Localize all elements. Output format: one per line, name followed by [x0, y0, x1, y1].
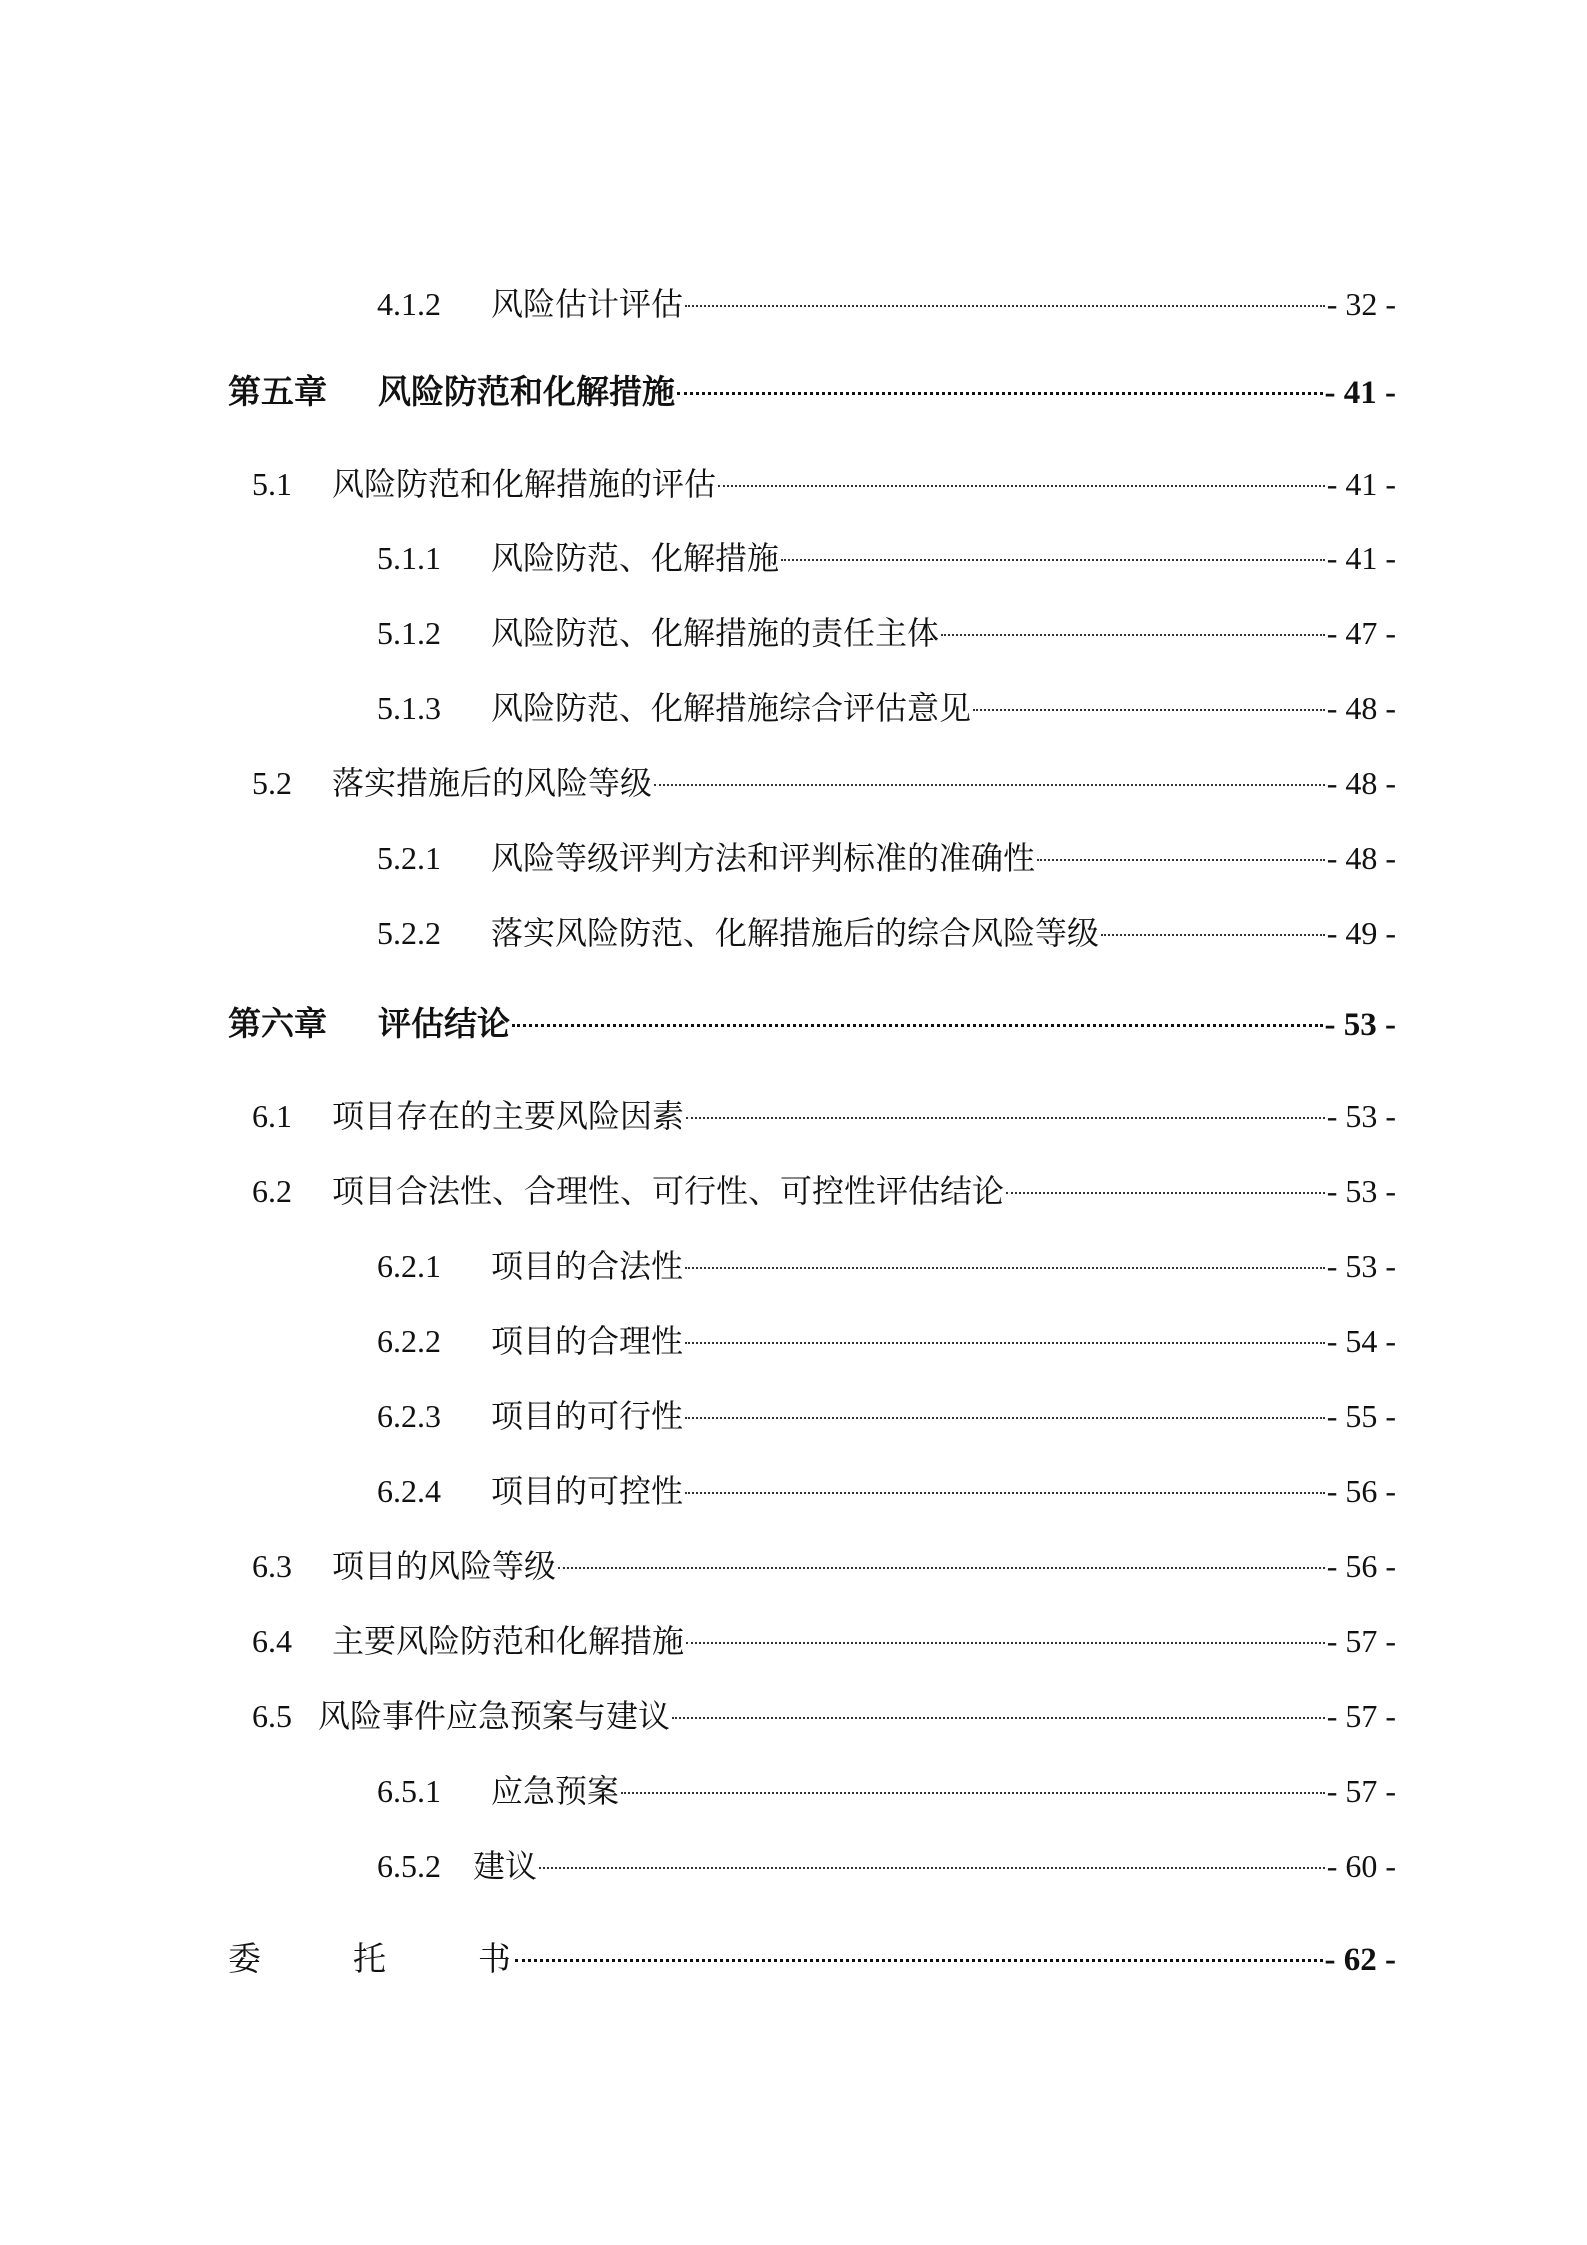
toc-entry-number: 6.5 — [252, 1698, 292, 1734]
dot-leader — [685, 1492, 1325, 1494]
toc-entry-title: 项目的可控性 — [491, 1472, 684, 1510]
dot-leader — [781, 559, 1325, 561]
toc-entry-title: 风险估计评估 — [491, 285, 684, 323]
dot-leader — [654, 784, 1325, 786]
toc-entry-title: 风险等级评判方法和评判标准的准确性 — [491, 839, 1036, 877]
dot-leader — [941, 634, 1325, 636]
toc-chapter-5[interactable] — [228, 370, 1396, 414]
toc-entry-title: 风险事件应急预案与建议 — [318, 1697, 671, 1735]
toc-entry-number: 6.2.4 — [377, 1473, 441, 1509]
toc-chapter-6[interactable] — [228, 1002, 1396, 1046]
toc-entry-title: 建议 — [473, 1847, 538, 1885]
toc-entry-title: 落实风险防范、化解措施后的综合风险等级 — [491, 914, 1100, 952]
toc-entry-page: - 54 - — [1326, 1323, 1396, 1359]
toc-entry-page: - 57 - — [1326, 1698, 1396, 1734]
dot-leader — [686, 1117, 1325, 1119]
toc-entry-number: 6.4 — [252, 1623, 292, 1659]
toc-entry-page: - 41 - — [1326, 466, 1396, 502]
toc-entry-5-1-2[interactable] — [377, 611, 1396, 655]
toc-entry-page: - 48 - — [1326, 765, 1396, 801]
dot-leader — [672, 1717, 1325, 1719]
toc-entry-title: 评估结论 — [378, 1004, 510, 1043]
dot-leader — [686, 1642, 1325, 1644]
toc-entry-title: 风险防范、化解措施 — [491, 539, 780, 577]
toc-entry-number: 5.2.2 — [377, 915, 441, 951]
toc-entry-title: 委托书 — [228, 1939, 603, 1978]
toc-entry-6-2-2[interactable] — [377, 1319, 1396, 1363]
toc-entry-4-1-2[interactable] — [377, 282, 1396, 326]
toc-entry-number: 第五章 — [228, 375, 327, 411]
dot-leader — [539, 1867, 1325, 1869]
toc-entry-5-1-1[interactable] — [377, 536, 1396, 580]
dot-leader — [973, 709, 1325, 711]
toc-entry-page: - 41 - — [1326, 540, 1396, 576]
toc-entry-page: - 57 - — [1326, 1773, 1396, 1809]
toc-entry-number: 5.1 — [252, 466, 292, 502]
toc-entry-number: 6.5.2 — [377, 1848, 441, 1884]
toc-entry-5-2[interactable] — [252, 761, 1396, 805]
toc-entry-page: - 60 - — [1326, 1848, 1396, 1884]
toc-entry-number: 6.1 — [252, 1098, 292, 1134]
dot-leader — [558, 1567, 1325, 1569]
toc-entry-title: 风险防范、化解措施的责任主体 — [491, 614, 940, 652]
toc-entry-number: 5.2 — [252, 765, 292, 801]
toc-entry-6-2-3[interactable] — [377, 1394, 1396, 1438]
toc-entry-6-2-4[interactable] — [377, 1469, 1396, 1513]
toc-entry-number: 6.3 — [252, 1548, 292, 1584]
toc-entry-number: 6.2.2 — [377, 1323, 441, 1359]
toc-entry-number: 5.2.1 — [377, 840, 441, 876]
toc-entry-number: 6.2.3 — [377, 1398, 441, 1434]
dot-leader — [515, 1959, 1323, 1962]
toc-entry-title: 项目存在的主要风险因素 — [332, 1097, 685, 1135]
toc-entry-number: 6.2 — [252, 1173, 292, 1209]
toc-entry-title: 应急预案 — [491, 1772, 620, 1810]
toc-entry-number: 5.1.3 — [377, 690, 441, 726]
toc-entry-number: 4.1.2 — [377, 286, 441, 322]
toc-entry-entrustment-letter[interactable] — [228, 1937, 1396, 1981]
toc-entry-title: 风险防范和化解措施的评估 — [332, 465, 717, 503]
dot-leader — [1006, 1192, 1325, 1194]
toc-entry-title: 项目合法性、合理性、可行性、可控性评估结论 — [332, 1172, 1005, 1210]
toc-entry-title: 主要风险防范和化解措施 — [332, 1622, 685, 1660]
toc-entry-number: 第六章 — [228, 1007, 327, 1043]
toc-entry-number: 5.1.1 — [377, 540, 441, 576]
toc-entry-page: - 49 - — [1326, 915, 1396, 951]
toc-entry-number: 5.1.2 — [377, 615, 441, 651]
toc-entry-page: - 48 - — [1326, 690, 1396, 726]
toc-entry-page: - 62 - — [1324, 1942, 1396, 1978]
dot-leader — [677, 392, 1323, 395]
toc-entry-5-2-1[interactable] — [377, 836, 1396, 880]
toc-entry-6-2-1[interactable] — [377, 1244, 1396, 1288]
toc-entry-page: - 32 - — [1326, 286, 1396, 322]
toc-entry-title: 项目的合法性 — [491, 1247, 684, 1285]
toc-entry-page: - 47 - — [1326, 615, 1396, 651]
toc-entry-page: - 53 - — [1326, 1098, 1396, 1134]
toc-entry-title: 落实措施后的风险等级 — [332, 764, 653, 802]
dot-leader — [1037, 859, 1325, 861]
toc-entry-6-3[interactable] — [252, 1544, 1396, 1588]
toc-entry-page: - 53 - — [1324, 1007, 1396, 1043]
toc-entry-number: 6.5.1 — [377, 1773, 441, 1809]
toc-entry-page: - 56 - — [1326, 1548, 1396, 1584]
dot-leader — [718, 485, 1325, 487]
toc-entry-5-2-2[interactable] — [377, 911, 1396, 955]
dot-leader — [685, 305, 1325, 307]
toc-entry-6-5-2[interactable] — [377, 1844, 1396, 1888]
dot-leader — [685, 1417, 1325, 1419]
dot-leader — [1101, 934, 1325, 936]
toc-entry-number: 6.2.1 — [377, 1248, 441, 1284]
toc-entry-title: 项目的可行性 — [491, 1397, 684, 1435]
toc-entry-page: - 53 - — [1326, 1248, 1396, 1284]
dot-leader — [685, 1267, 1325, 1269]
toc-entry-page: - 56 - — [1326, 1473, 1396, 1509]
toc-entry-title: 风险防范和化解措施 — [378, 372, 675, 411]
dot-leader — [512, 1024, 1323, 1027]
toc-entry-page: - 53 - — [1326, 1173, 1396, 1209]
toc-entry-6-4[interactable] — [252, 1619, 1396, 1663]
toc-entry-page: - 55 - — [1326, 1398, 1396, 1434]
toc-entry-page: - 41 - — [1324, 375, 1396, 411]
dot-leader — [621, 1792, 1325, 1794]
toc-entry-5-1-3[interactable] — [377, 686, 1396, 730]
toc-entry-5-1[interactable] — [252, 462, 1396, 506]
toc-entry-6-1[interactable] — [252, 1094, 1396, 1138]
toc-entry-title: 风险防范、化解措施综合评估意见 — [491, 689, 972, 727]
dot-leader — [685, 1342, 1325, 1344]
toc-entry-title: 项目的风险等级 — [332, 1547, 557, 1585]
toc-entry-page: - 57 - — [1326, 1623, 1396, 1659]
toc-entry-page: - 48 - — [1326, 840, 1396, 876]
toc-entry-6-5[interactable] — [252, 1694, 1396, 1738]
toc-entry-6-2[interactable] — [252, 1169, 1396, 1213]
toc-entry-title: 项目的合理性 — [491, 1322, 684, 1360]
toc-entry-6-5-1[interactable] — [377, 1769, 1396, 1813]
